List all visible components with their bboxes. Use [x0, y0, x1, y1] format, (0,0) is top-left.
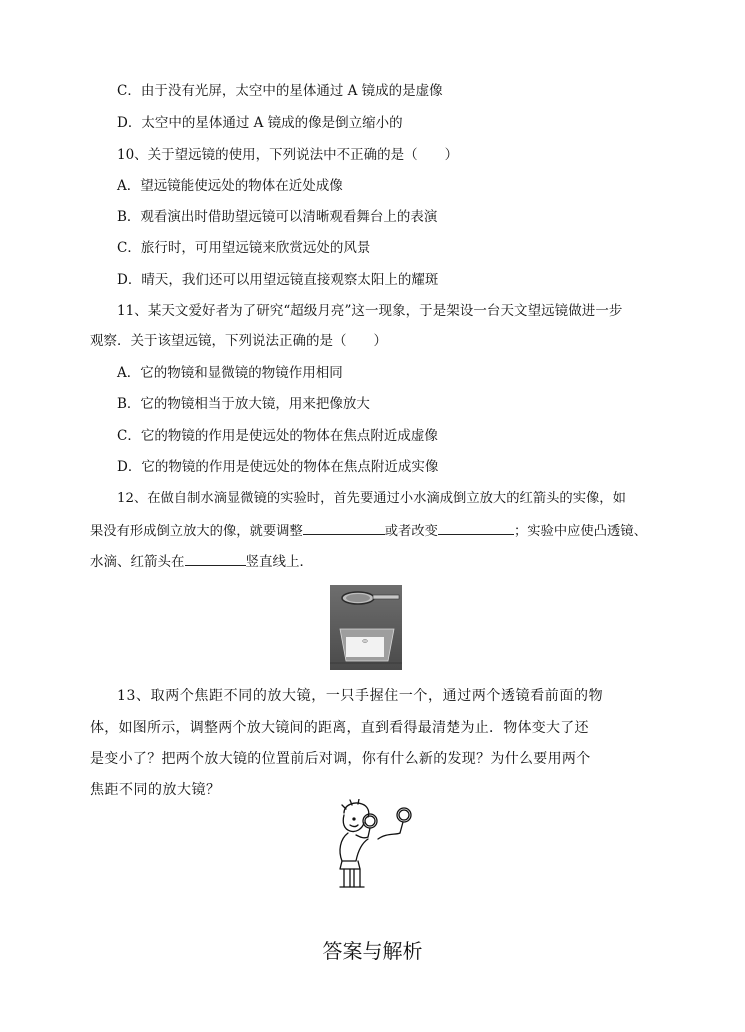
q11-stem-line1: 11、某天文爱好者为了研究“超级月亮”这一现象，于是架设一台天文望远镜做进一步	[117, 303, 623, 319]
q12-line3-part-a: 水滴、红箭头在	[90, 554, 185, 570]
person-with-two-magnifiers-illustration	[326, 799, 418, 889]
answer-blank-2[interactable]	[438, 520, 514, 535]
q11-stem-line2: 观察．关于该望远镜，下列说法正确的是（ ）	[90, 333, 387, 349]
q12-line3-part-b: 竖直线上．	[245, 554, 313, 570]
q10-option-b: B．观看演出时借助望远镜可以清晰观看舞台上的表演	[117, 209, 438, 225]
q10-option-c: C．旅行时，可用望远镜来欣赏远处的风景	[117, 240, 371, 256]
q11-option-a: A．它的物镜和显微镜的物镜作用相同	[117, 365, 343, 381]
answer-blank-1[interactable]	[303, 520, 385, 535]
q13-line2: 体，如图所示，调整两个放大镜间的距离，直到看得最清楚为止．物体变大了还	[90, 720, 589, 736]
q11-option-c: C．它的物镜的作用是使远处的物体在焦点附近成虚像	[117, 428, 438, 444]
water-drop-microscope-photo	[330, 585, 402, 670]
q13-line3: 是变小了？把两个放大镜的位置前后对调，你有什么新的发现？为什么要用两个	[90, 751, 591, 767]
q12-line1: 12、在做自制水滴显微镜的实验时，首先要通过小水滴成倒立放大的红箭头的实像，如	[117, 491, 626, 506]
answer-section-heading: 答案与解析	[322, 939, 423, 963]
q12-line2-part-a: 果没有形成倒立放大的像，就要调整	[90, 524, 303, 539]
answer-blank-3[interactable]	[185, 551, 246, 566]
q12-line2-part-c: ；实验中应使凸透镜、	[513, 524, 647, 539]
q12-line2-part-b: 或者改变	[384, 524, 438, 539]
q12-line2	[90, 520, 647, 542]
q9-option-c: C．由于没有光屏，太空中的星体通过 A 镜成的是虚像	[117, 83, 443, 99]
q12-line3	[90, 551, 313, 572]
q10-option-a: A．望远镜能使远处的物体在近处成像	[117, 178, 343, 194]
q10-option-d: D．晴天，我们还可以用望远镜直接观察太阳上的耀斑	[117, 272, 439, 288]
q13-line1: 13、取两个焦距不同的放大镜，一只手握住一个，通过两个透镜看前面的物	[117, 688, 604, 704]
q10-stem: 10、关于望远镜的使用，下列说法中不正确的是（ ）	[117, 147, 459, 163]
q11-option-d: D．它的物镜的作用是使远处的物体在焦点附近成实像	[117, 459, 439, 475]
q11-option-b: B．它的物镜相当于放大镜，用来把像放大	[117, 396, 370, 412]
q9-option-d: D．太空中的星体通过 A 镜成的像是倒立缩小的	[117, 115, 403, 131]
q13-line4: 焦距不同的放大镜？	[90, 782, 221, 798]
